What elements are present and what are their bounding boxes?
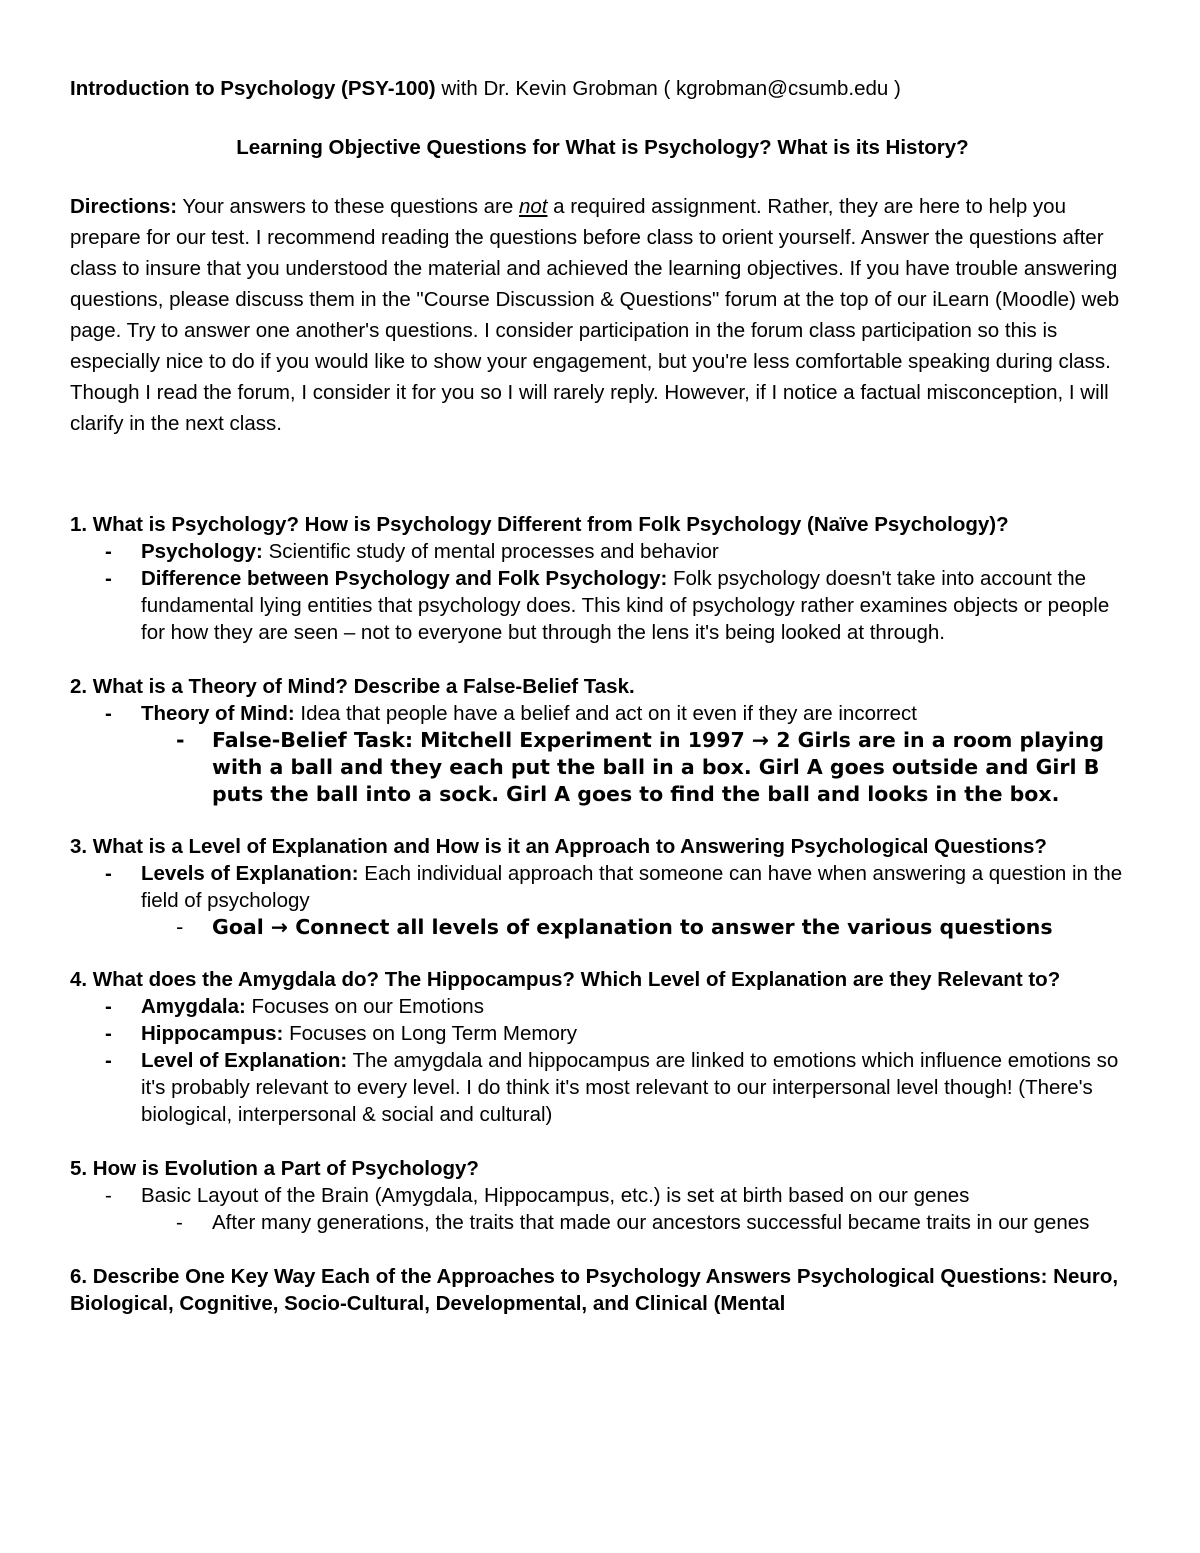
sub-list-item	[70, 727, 1135, 808]
list-item	[70, 860, 1135, 941]
item-text: After many generations, the traits that made our ancestors successful became traits in our genes	[212, 1211, 1090, 1234]
item-label: Amygdala:	[141, 995, 246, 1018]
directions-emphasis: not	[518, 195, 548, 218]
item-label: Level of Explanation:	[141, 1049, 348, 1072]
item-text: Basic Layout of the Brain (Amygdala, Hippocampus, etc.) is set at birth based on our genes	[141, 1184, 970, 1207]
document-subtitle: Learning Objective Questions for What is Psychology? What is its History?	[236, 136, 969, 159]
question-4-list	[70, 993, 1135, 1128]
question-3-title: 3. What is a Level of Explanation and How is it an Approach to Answering Psychological Questions?	[70, 835, 1047, 858]
question-4-section	[70, 966, 1135, 1128]
directions-paragraph	[70, 191, 1135, 439]
item-text: Folk psychology doesn't take into account the fundamental lying entities that psychology does. This kind of psychology rather examines objects or people for how they are seen – not to everyone but through the lens it's being looked at through.	[141, 567, 1110, 644]
list-item	[70, 1182, 1135, 1236]
question-5-section	[70, 1155, 1135, 1236]
item-text: Focuses on Long Term Memory	[283, 1022, 577, 1045]
item-label: Psychology:	[141, 540, 263, 563]
question-2-section	[70, 673, 1135, 808]
item-text: Focuses on our Emotions	[245, 995, 484, 1018]
item-text: Scientific study of mental processes and behavior	[262, 540, 719, 563]
instructor-info: with Dr. Kevin Grobman ( kgrobman@csumb.edu )	[435, 77, 901, 100]
question-3-section	[70, 833, 1135, 941]
list-item	[70, 993, 1135, 1020]
list-item	[70, 1020, 1135, 1047]
course-header	[70, 73, 1135, 104]
list-item	[70, 538, 1135, 565]
question-2-title: 2. What is a Theory of Mind? Describe a False-Belief Task.	[70, 675, 635, 698]
question-1-title: 1. What is Psychology? How is Psychology Different from Folk Psychology (Naïve Psychology)?	[70, 513, 1009, 536]
item-label: Theory of Mind:	[141, 702, 295, 725]
directions-label: Directions:	[70, 195, 178, 218]
sub-list-item	[70, 914, 1135, 941]
question-2-sublist	[141, 727, 1135, 808]
item-label: Levels of Explanation:	[141, 862, 359, 885]
question-3-sublist	[141, 914, 1135, 941]
question-3-list	[70, 860, 1135, 941]
question-1-section	[70, 511, 1135, 646]
document-page	[70, 70, 1135, 1317]
item-text: Each individual approach that someone can have when answering a question in the field of psychology	[141, 862, 1123, 912]
list-item	[70, 1047, 1135, 1128]
question-5-title: 5. How is Evolution a Part of Psychology?	[70, 1157, 479, 1180]
item-label: Hippocampus:	[141, 1022, 284, 1045]
question-5-sublist	[141, 1209, 1135, 1236]
question-5-list	[70, 1182, 1135, 1236]
item-text: Goal → Connect all levels of explanation to answer the various questions	[212, 915, 1053, 939]
question-6-title: 6. Describe One Key Way Each of the Approaches to Psychology Answers Psychological Questions: Neuro, Biological, Cognitive, Socio-Cultural, Developmental, and Clinical (Mental	[70, 1265, 1119, 1315]
directions-text-2: a required assignment. Rather, they are here to help you prepare for our test. I recommend reading the questions before class to orient yourself. Answer the questions after class to insure that you understood the material and achieved the learning objectives. If you have trouble answering questions, please discuss them in the "Course Discussion & Questions" forum at the top of our iLearn (Moodle) web page. Try to answer one another's questions. I consider participation in the forum class participation so this is especially nice to do if you would like to show your engagement, but you're less comfortable speaking during class. Though I read the forum, I consider it for you so I will rarely reply. However, if I notice a factual misconception, I will clarify in the next class.	[70, 195, 1120, 435]
sub-list-item	[70, 1209, 1135, 1236]
list-item	[70, 565, 1135, 646]
question-1-list	[70, 538, 1135, 646]
item-label: Difference between Psychology and Folk Psychology:	[141, 567, 668, 590]
course-title: Introduction to Psychology (PSY-100)	[70, 77, 436, 100]
question-4-title: 4. What does the Amygdala do? The Hippocampus? Which Level of Explanation are they Relevant to?	[70, 968, 1061, 991]
item-text: Idea that people have a belief and act on it even if they are incorrect	[294, 702, 917, 725]
item-text: The amygdala and hippocampus are linked to emotions which influence emotions so it's probably relevant to every level. I do think it's most relevant to our interpersonal level though! (There's biological, interpersonal & social and cultural)	[141, 1049, 1119, 1126]
list-item	[70, 700, 1135, 808]
item-label: False-Belief Task:	[212, 728, 414, 752]
question-2-list	[70, 700, 1135, 808]
question-6-section	[70, 1263, 1135, 1317]
item-text: Mitchell Experiment in 1997 → 2 Girls are in a room playing with a ball and they each put the ball in a box. Girl A goes outside and Girl B puts the ball into a sock. Girl A goes to find the ball and looks in the box.	[212, 728, 1105, 806]
directions-text-1: Your answers to these questions are	[177, 195, 519, 218]
